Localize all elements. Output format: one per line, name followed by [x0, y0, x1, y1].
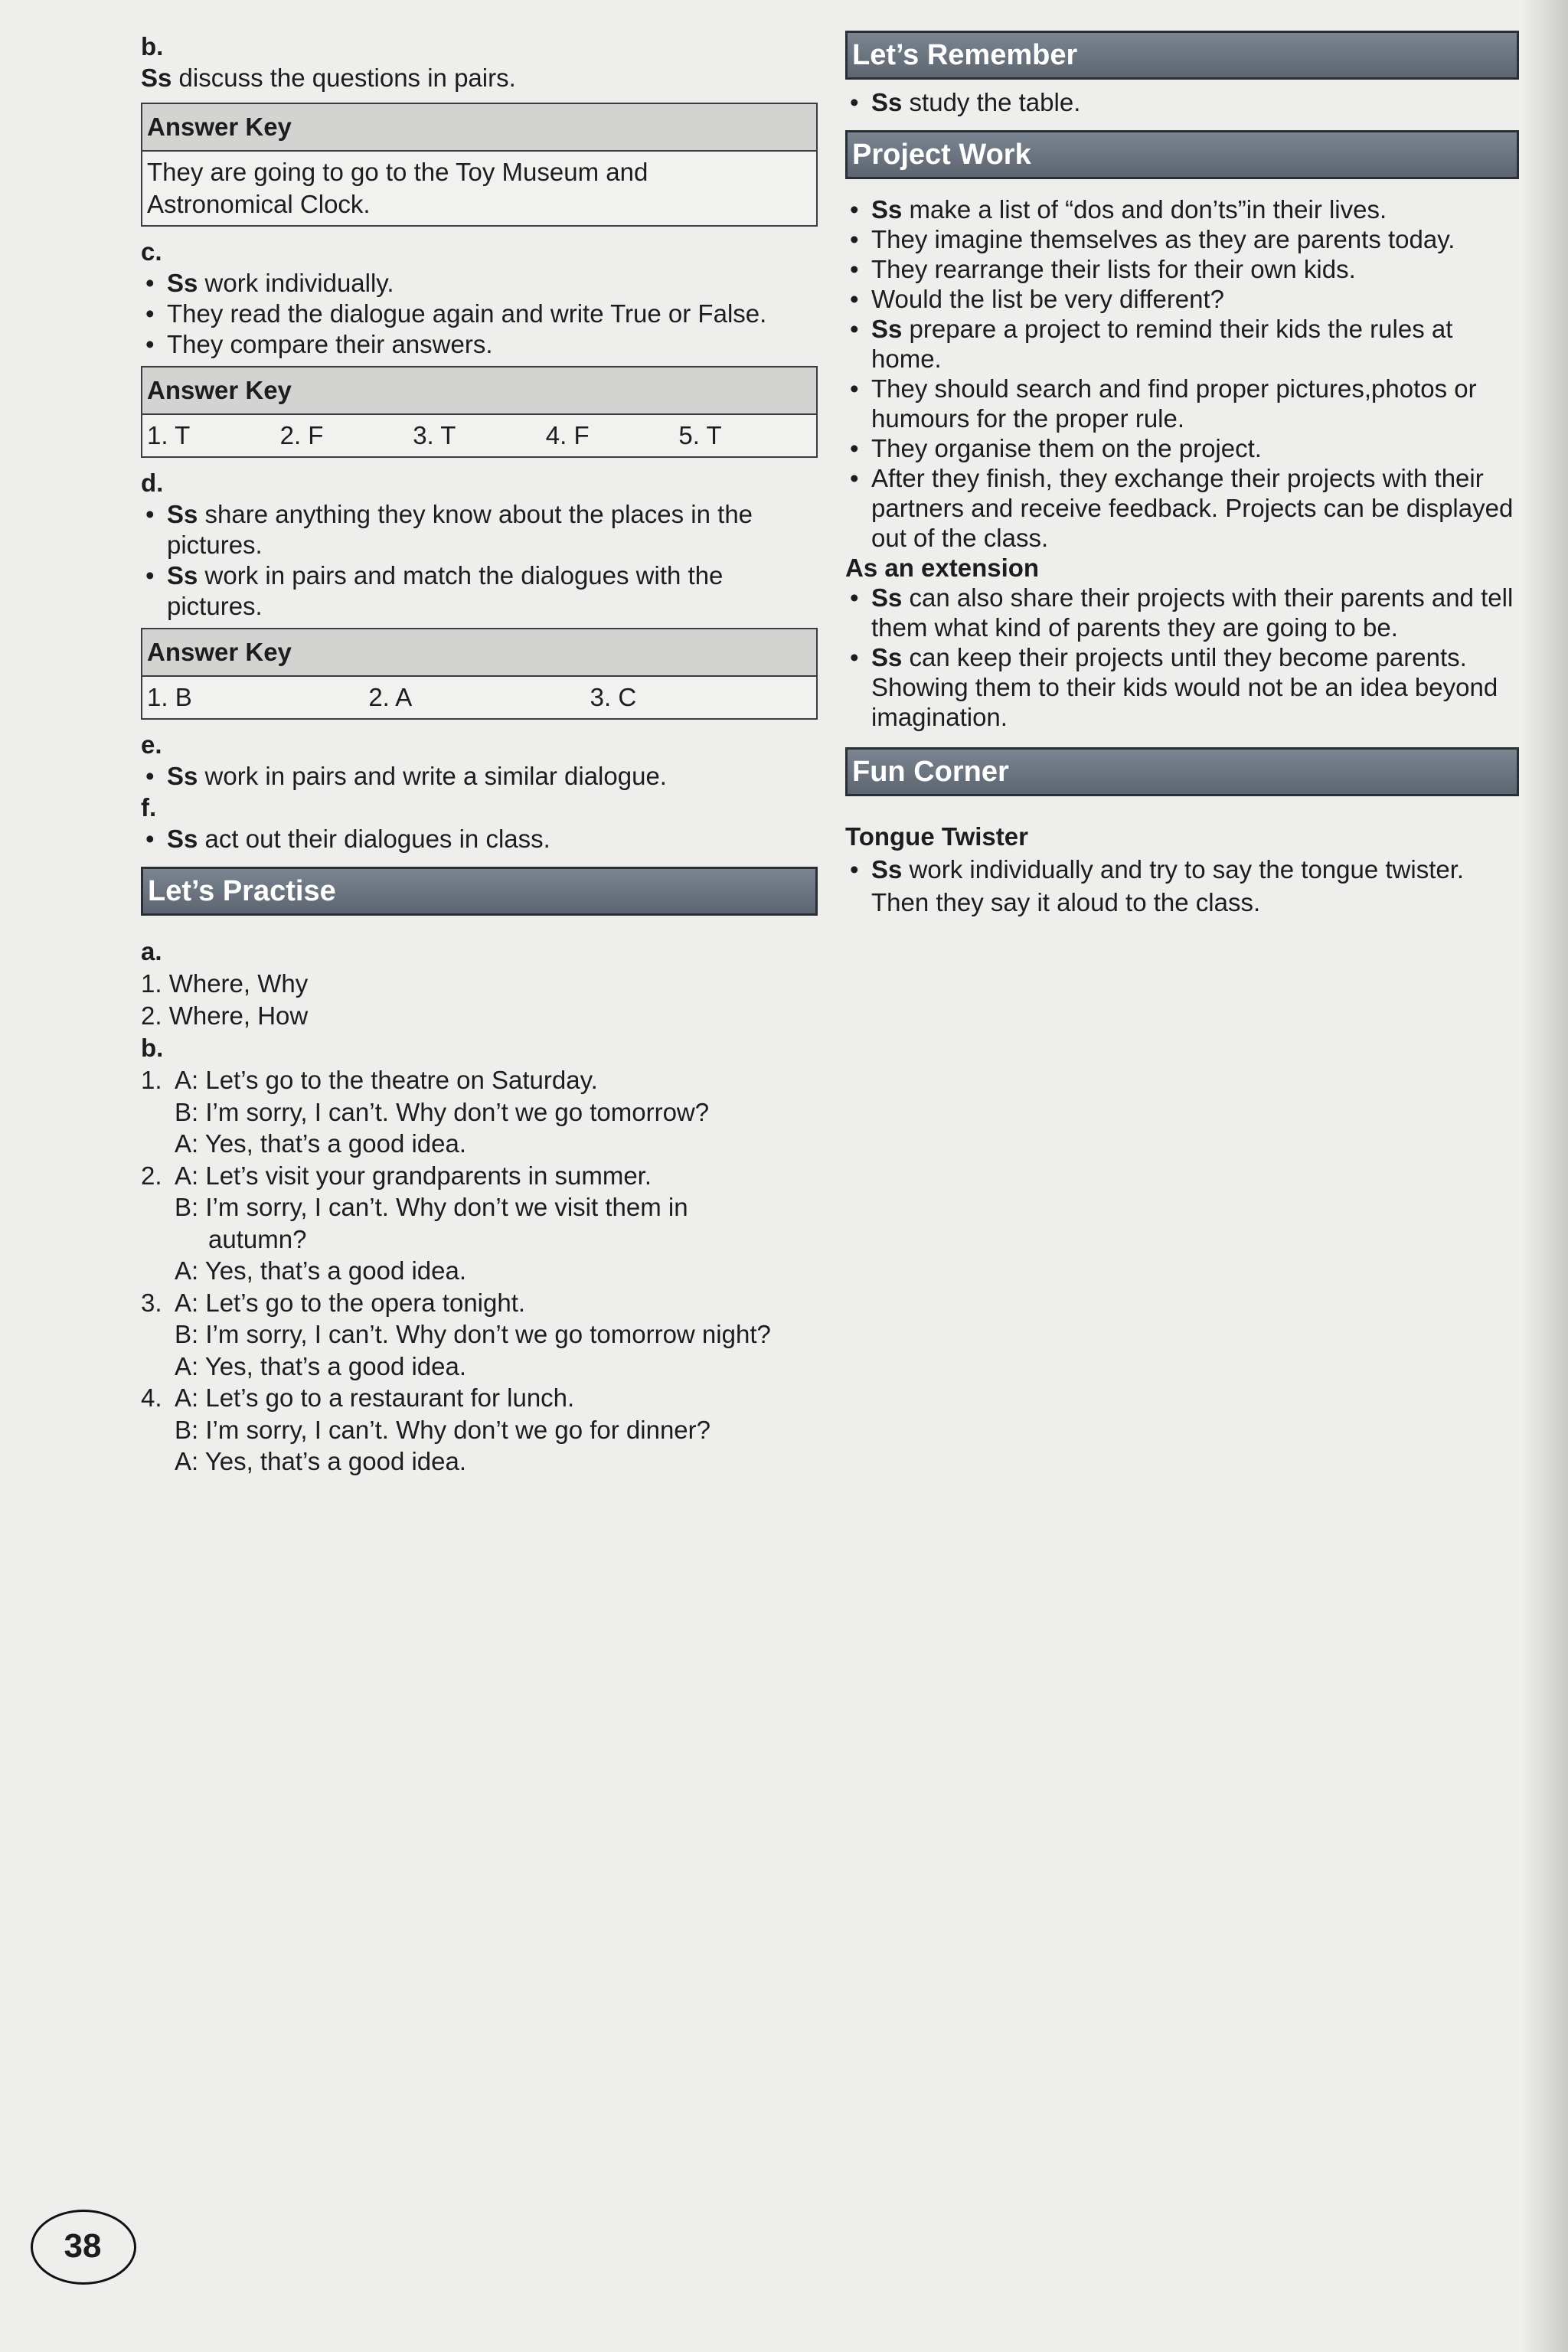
page-edge-shadow: [1522, 0, 1568, 2352]
dialogue-item: 1. A: Let’s go to the theatre on Saturday. B: I’m sorry, I can’t. Why don’t we go tomorrow? A: Yes, that’s a good idea.: [141, 1066, 710, 1158]
answer-key-text: They are going to go to the Toy Museum and: [147, 158, 648, 186]
section-heading-fun-corner: Fun Corner: [845, 747, 1519, 796]
list-item: • Ss can also share their projects with their parents and tell them what kind of parents they are going to be.: [850, 583, 1514, 642]
answer-item: 1. T: [147, 421, 191, 449]
right-column: [845, 26, 1519, 919]
section-b-line: Ss discuss the questions in pairs.: [141, 64, 516, 92]
list-item: • They imagine themselves as they are parents today.: [850, 225, 1455, 253]
list-item: • They read the dialogue again and write True or False.: [145, 299, 767, 328]
dialogue-list: [141, 1064, 818, 1478]
answer-item: 3. C: [590, 683, 637, 711]
section-d-list: [141, 499, 818, 622]
section-heading-lets-practise: Let’s Practise: [141, 867, 818, 916]
section-e-list: [141, 761, 818, 792]
answer-key-title: Answer Key: [142, 104, 816, 152]
list-item: • Ss work in pairs and write a similar dialogue.: [145, 762, 667, 790]
answer-key-d: [141, 628, 818, 720]
answer-key-b: [141, 103, 818, 227]
section-c-list: [141, 268, 818, 360]
answer-item: 2. F: [279, 421, 324, 449]
answer-item: 3. T: [413, 421, 456, 449]
answer-item: 5. T: [678, 421, 722, 449]
extension-title: As an extension: [845, 554, 1040, 582]
section-f-letter: f.: [141, 793, 157, 822]
list-item: • Would the list be very different?: [850, 285, 1225, 313]
list-item: • They organise them on the project.: [850, 434, 1262, 462]
section-f-list: [141, 824, 818, 854]
dialogue-item: 2. A: Let’s visit your grandparents in summer. B: I’m sorry, I can’t. Why don’t we visit them in autumn? A: Yes, that’s a good idea.: [141, 1161, 688, 1285]
practise-a-item: 1. Where, Why: [141, 969, 309, 998]
answer-key-title: Answer Key: [142, 629, 816, 677]
list-item: • Ss make a list of “dos and don’ts”in their lives.: [850, 195, 1387, 224]
dialogue-item: 4. A: Let’s go to a restaurant for lunch. B: I’m sorry, I can’t. Why don’t we go for dinner? A: Yes, that’s a good idea.: [141, 1383, 710, 1475]
page-number: 38: [64, 2227, 102, 2265]
left-column: [141, 31, 818, 1478]
section-b-letter: b.: [141, 32, 164, 60]
list-item: • Ss work in pairs and match the dialogues with the pictures.: [145, 561, 724, 620]
answer-key-title: Answer Key: [142, 368, 816, 415]
answer-key-c: [141, 366, 818, 458]
extension-list: [845, 583, 1519, 732]
project-list: [845, 194, 1519, 553]
practise-a-item: 2. Where, How: [141, 1001, 309, 1030]
section-e-letter: e.: [141, 730, 162, 759]
page-number-badge: [31, 2210, 135, 2283]
list-item: • Ss work individually and try to say the tongue twister. Then they say it aloud to the class.: [850, 855, 1465, 916]
list-item: • They should search and find proper pictures,photos or humours for the proper rule.: [850, 374, 1477, 433]
practise-a-letter: a.: [141, 937, 162, 965]
list-item: • Ss share anything they know about the places in the pictures.: [145, 500, 753, 559]
section-d-letter: d.: [141, 469, 164, 497]
answer-key-text: Astronomical Clock.: [147, 190, 371, 218]
list-item: • Ss act out their dialogues in class.: [145, 825, 550, 853]
list-item: • Ss prepare a project to remind their kids the rules at home.: [850, 315, 1453, 373]
section-heading-lets-remember: Let’s Remember: [845, 31, 1519, 80]
fun-list: [845, 853, 1519, 919]
list-item: • They rearrange their lists for their own kids.: [850, 255, 1356, 283]
answer-item: 2. A: [368, 683, 413, 711]
answer-item: 4. F: [545, 421, 590, 449]
list-item: • Ss work individually.: [145, 269, 394, 297]
dialogue-item: 3. A: Let’s go to the opera tonight. B: I’m sorry, I can’t. Why don’t we go tomorrow night? A: Yes, that’s a good idea.: [141, 1288, 771, 1380]
practise-b-letter: b.: [141, 1034, 164, 1062]
list-item: • Ss study the table.: [850, 88, 1081, 116]
answer-item: 1. B: [147, 683, 192, 711]
list-item: • Ss can keep their projects until they become parents. Showing them to their kids would not be an idea beyond imagination.: [850, 643, 1498, 731]
tongue-twister-title: Tongue Twister: [845, 822, 1028, 851]
list-item: • They compare their answers.: [145, 330, 493, 358]
section-heading-project-work: Project Work: [845, 130, 1519, 179]
list-item: • After they finish, they exchange their projects with their partners and receive feedback. Projects can be displayed out of the class.: [850, 464, 1514, 552]
remember-list: [845, 87, 1519, 118]
section-c-letter: c.: [141, 237, 162, 266]
